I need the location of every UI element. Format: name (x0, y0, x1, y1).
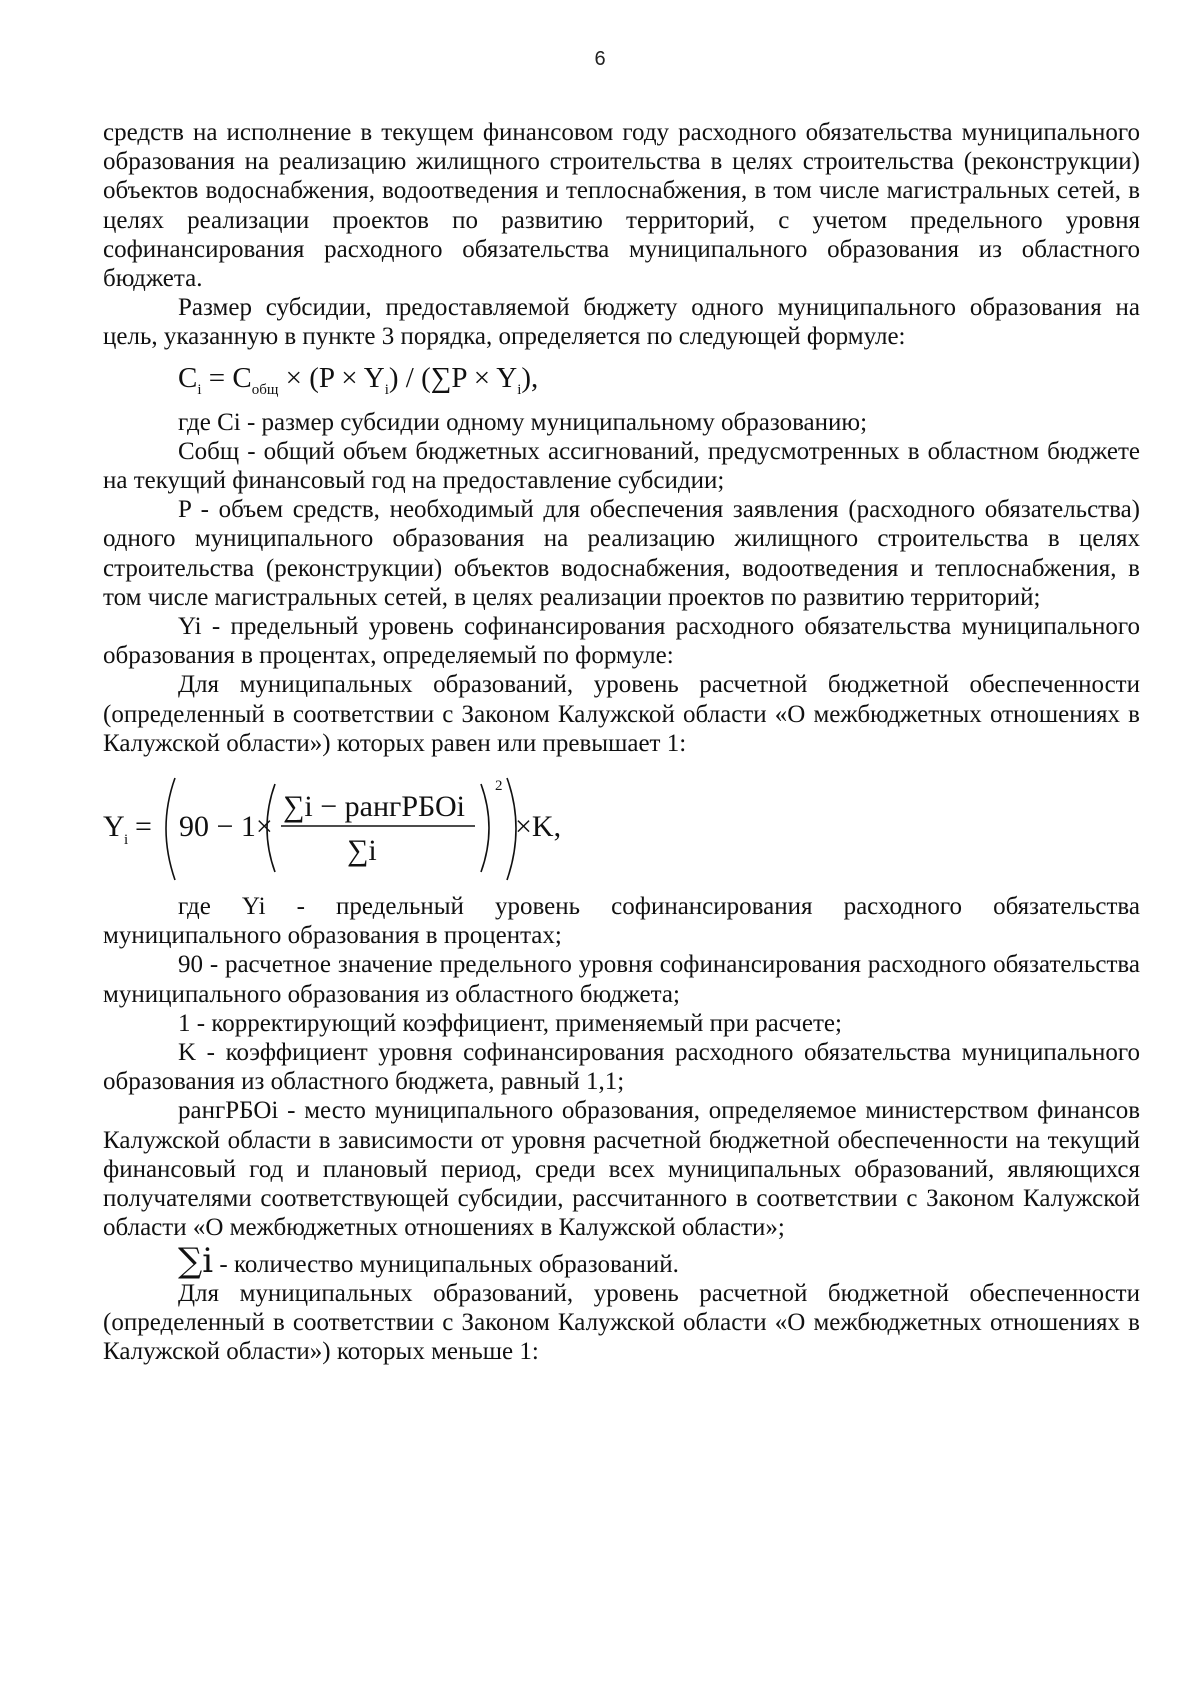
formula2-lhs: Y (103, 810, 125, 844)
definition-yi-2: где Yi - предельный уровень софинансирования расходного обязательства муниципального образования в процентах; (103, 893, 1140, 950)
sigma-symbol: ∑i (178, 1240, 214, 1281)
formula2-power: 2 (495, 778, 503, 795)
definition-yi: Yi - предельный уровень софинансирования расходного обязательства муниципального образования в процентах, определяемый по формуле: (103, 613, 1140, 670)
definition-sigma-text: - количество муниципальных образований. (219, 1250, 679, 1278)
paragraph-subsidy-size: Размер субсидии, предоставляемой бюджету одного муниципального образования на цель, указанную в пункте 3 порядка, определяется по следующей формуле: (103, 294, 1140, 351)
formula-yi-sub: i (384, 381, 389, 398)
formula2-lhs-sub: i (124, 832, 129, 849)
definition-p: P - объем средств, необходимый для обеспечения заявления (расходного обязательства) одного муниципального образования на реализацию жилищного строительства в целях строительства (реконструкции) объектов водоснабжения, водоотведения и теплоснабжения, в том числе магистральных сетей, в целях реализации проектов по развитию территорий; (103, 496, 1140, 611)
cofinancing-formula-svg (103, 764, 623, 892)
left-outer-paren (166, 778, 175, 880)
definition-cobsh: Cобщ - общий объем бюджетных ассигнований, предусмотренных в областном бюджете на текущий финансовый год на предоставление субсидии; (103, 437, 1140, 495)
paragraph-rbo-greater: Для муниципальных образований, уровень расчетной бюджетной обеспеченности (определенный в соответствии с Законом Калужской области «О межбюджетных отношениях в Калужской области») которых равен или превышает 1: (103, 671, 1140, 757)
paragraph-continuation: средств на исполнение в текущем финансовом году расходного обязательства муниципального образования на реализацию жилищного строительства в целях строительства (реконструкции) объектов водоснабжения, водоотведения и теплоснабжения, в том числе магистральных сетей, в целях реализации проектов по развитию территорий, с учетом предельного уровня софинансирования расходного обязательства муниципального образования из областного бюджета. (103, 119, 1140, 293)
definition-k: K - коэффициент уровня софинансирования расходного обязательства муниципального образования из областного бюджета, равный 1,1; (103, 1039, 1140, 1096)
right-inner-paren (481, 784, 489, 872)
definition-1: 1 - корректирующий коэффициент, применяемый при расчете; (178, 1009, 842, 1037)
formula2-ninety: 90 − 1× (179, 810, 273, 844)
document-body (103, 118, 1140, 1366)
definition-rank: рангРБОi - место муниципального образования, определяемое министерством финансов Калужской области в зависимости от уровня расчетной бюджетной обеспеченности на текущий финансовый год и плановый период, среди всех муниципальных образований, являющихся получателями соответствующей субсидии, рассчитанного в соответствии с Законом Калужской области «О межбюджетных отношениях в Калужской области»; (103, 1097, 1140, 1242)
page-number: 6 (594, 48, 606, 70)
subsidy-formula (178, 358, 1140, 402)
definition-sigma (103, 1240, 1140, 1281)
formula2-eq: = (135, 810, 152, 844)
formula-ci: C (178, 361, 198, 394)
definition-90: 90 - расчетное значение предельного уровня софинансирования расходного обязательства муниципального образования из областного бюджета; (103, 951, 1140, 1008)
formula2-numerator: ∑i − рангРБОi (283, 790, 466, 824)
formula-rest-c: ), (521, 361, 539, 394)
cofinancing-formula (103, 764, 1140, 892)
formula-ci-sub: i (197, 381, 202, 398)
formula2-denominator: ∑i (347, 834, 377, 868)
formula-rest-a: × (P × Y (278, 361, 385, 394)
paragraph-rbo-less: Для муниципальных образований, уровень расчетной бюджетной обеспеченности (определенный в соответствии с Законом Калужской области «О межбюджетных отношениях в Калужской области») которых меньше 1: (103, 1279, 1140, 1366)
definition-ci: где Ci - размер субсидии одному муниципальному образованию; (178, 408, 868, 436)
formula-eq: = C (201, 361, 252, 394)
formula2-tail: ×K, (515, 810, 562, 844)
formula-rest-b: ) / (∑P × Y (388, 361, 518, 394)
formula-yi-sub-2: i (517, 381, 522, 398)
formula-obsh-sub: общ (251, 381, 279, 398)
